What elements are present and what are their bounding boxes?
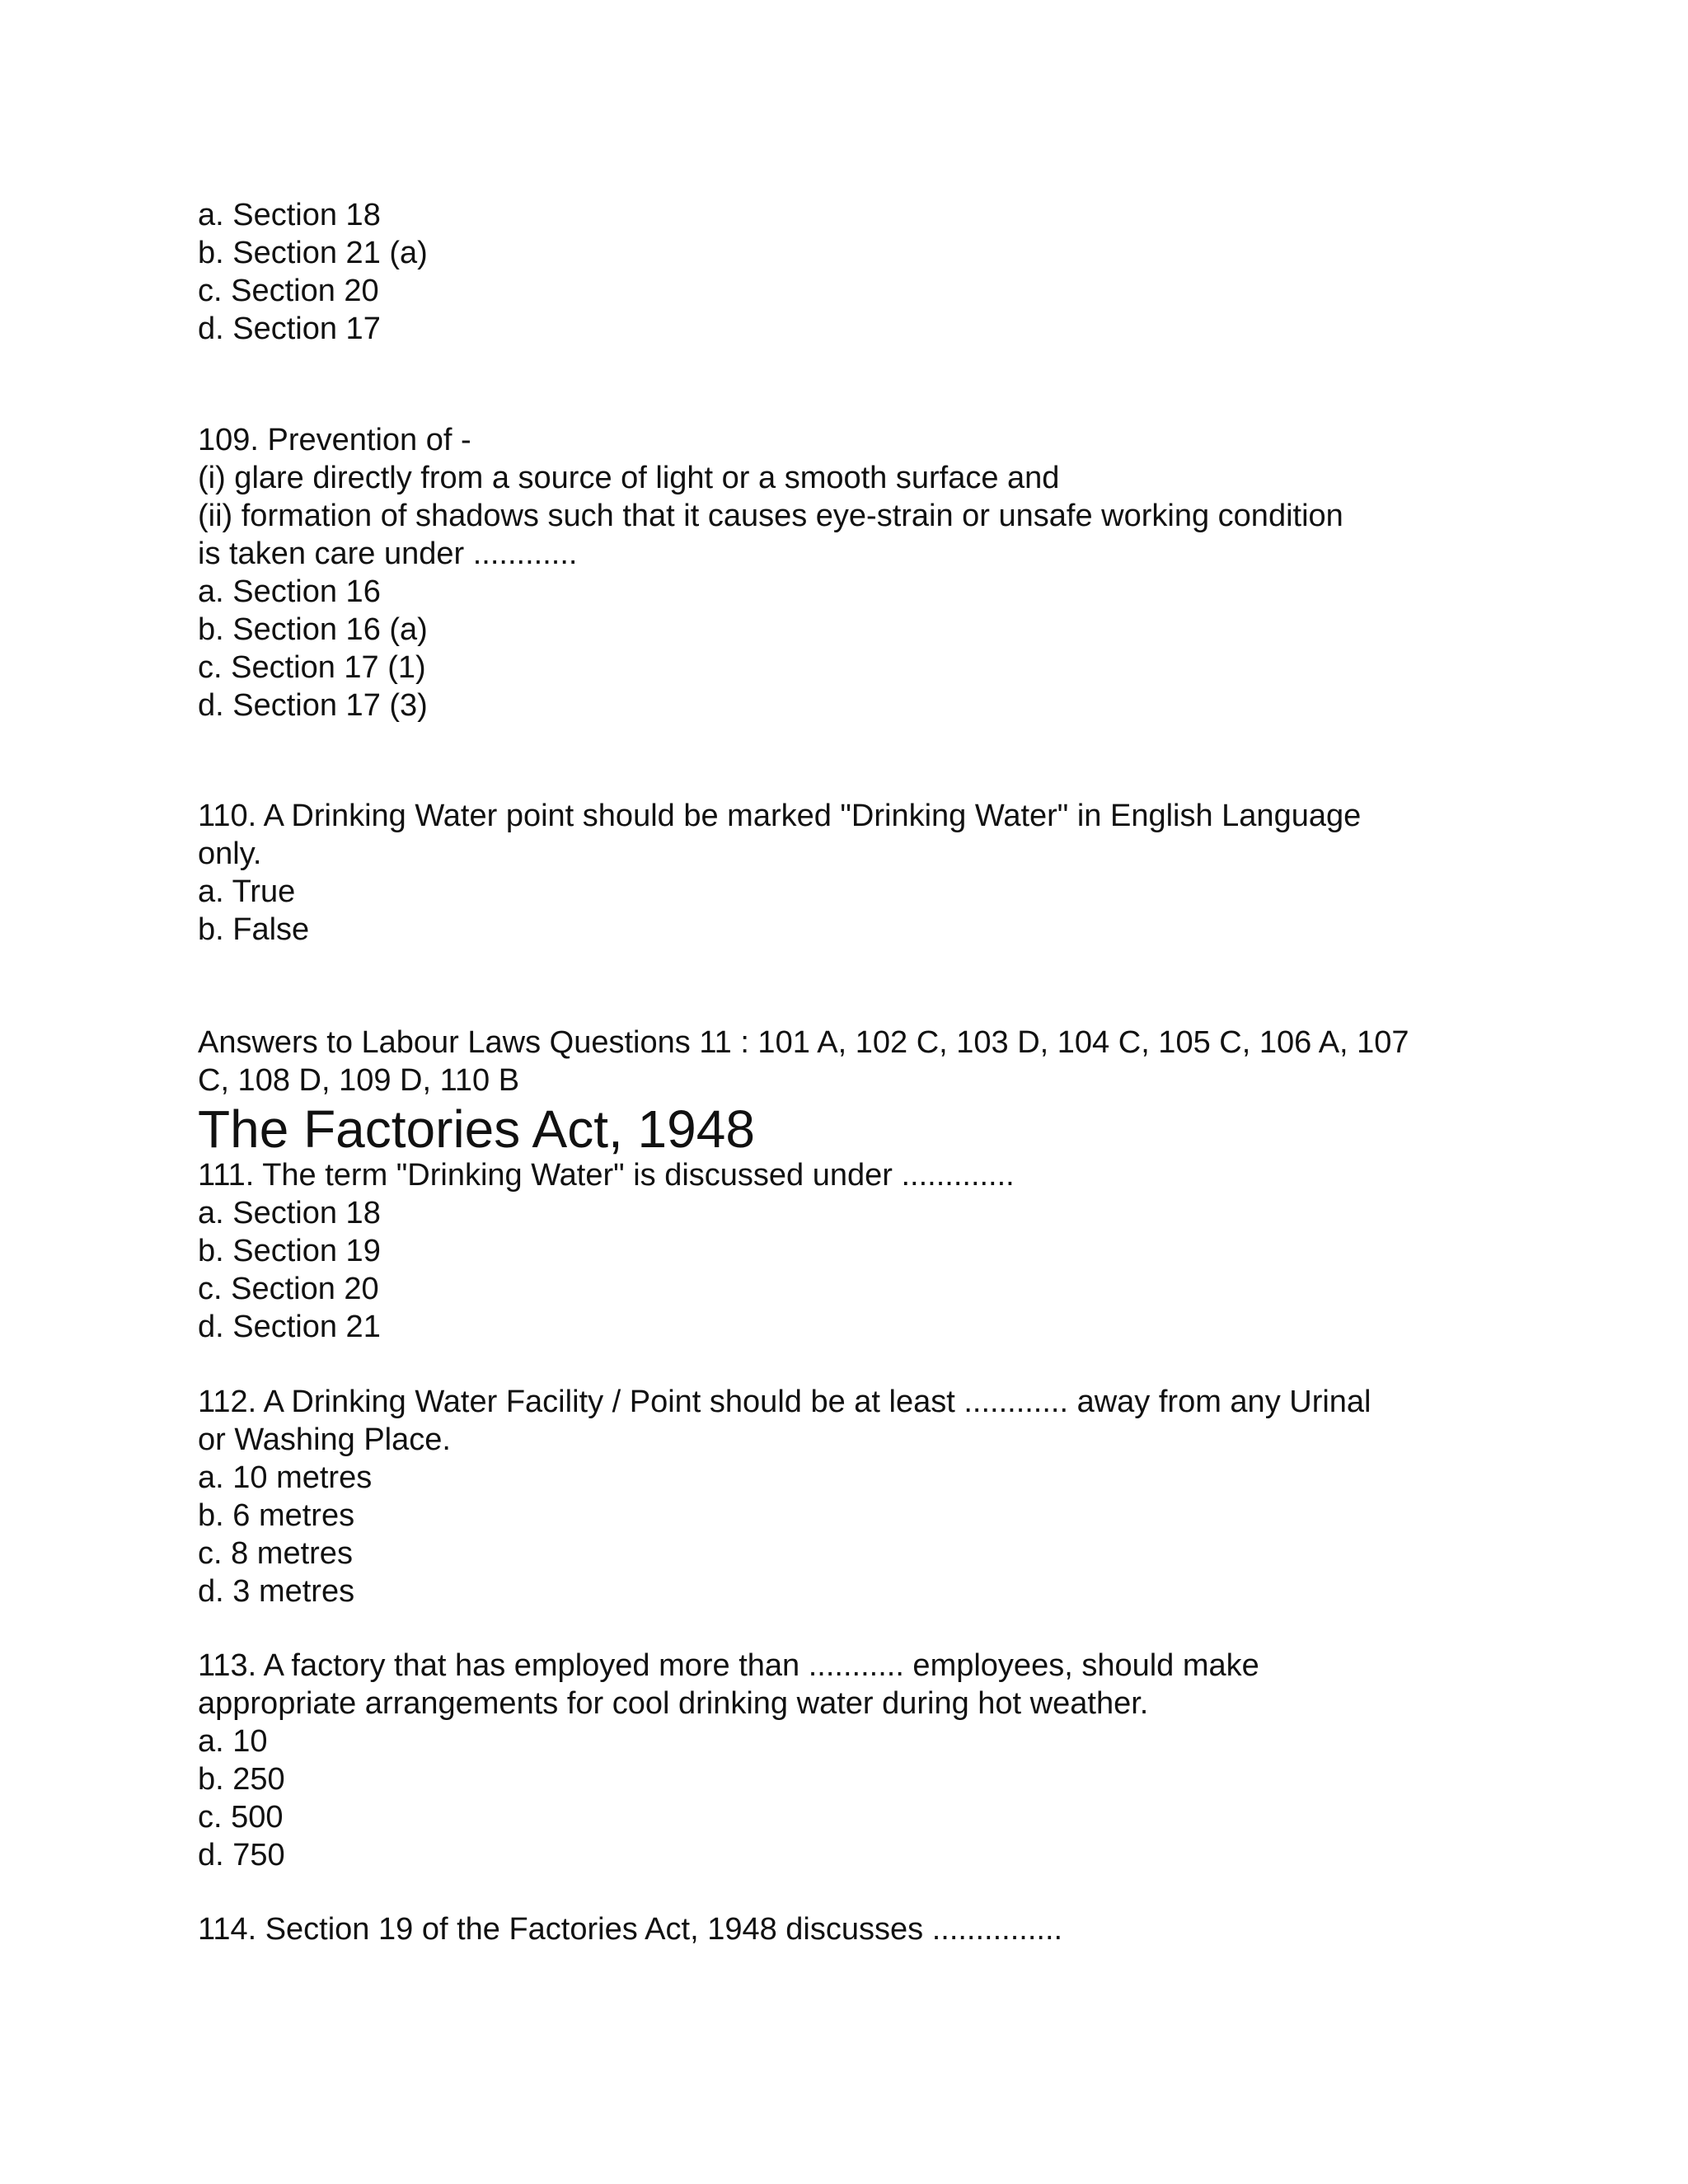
question-108-options [198,196,1517,348]
option-b: b. Section 16 (a) [198,612,428,647]
option-b: b. False [198,912,310,947]
question-text: (i) glare directly from a source of light or a smooth surface and [198,461,1060,495]
question-text: 112. A Drinking Water Facility / Point should be at least ............ away from any Urinal [198,1385,1372,1419]
option-d: d. Section 17 [198,312,381,346]
answers-line: Answers to Labour Laws Questions 11 : 101 A, 102 C, 103 D, 104 C, 105 C, 106 A, 107 [198,1025,1409,1060]
question-text: 109. Prevention of - [198,423,471,457]
question-text: only. [198,837,262,871]
option-a: a. 10 metres [198,1460,373,1495]
option-c: c. 8 metres [198,1536,353,1571]
option-b: b. Section 19 [198,1234,381,1268]
option-c: c. Section 17 (1) [198,650,426,685]
option-a: a. Section 16 [198,574,381,609]
option-d: d. 750 [198,1838,285,1872]
answers-key [198,1024,1517,1099]
question-112 [198,1383,1517,1610]
option-b: b. 250 [198,1762,285,1797]
question-text: (ii) formation of shadows such that it causes eye-strain or unsafe working condition [198,499,1343,533]
option-a: a. Section 18 [198,1196,381,1230]
answers-line: C, 108 D, 109 D, 110 B [198,1063,520,1098]
option-d: d. 3 metres [198,1574,355,1609]
option-a: a. 10 [198,1724,268,1759]
question-110 [198,797,1517,949]
option-a: a. Section 18 [198,198,381,232]
question-111 [198,1156,1517,1346]
option-d: d. Section 21 [198,1310,381,1344]
question-text: 113. A factory that has employed more than ........... employees, should make [198,1648,1259,1683]
option-b: b. Section 21 (a) [198,236,428,270]
question-text: is taken care under ............ [198,537,578,571]
question-109 [198,421,1517,724]
question-text: appropriate arrangements for cool drinking water during hot weather. [198,1686,1149,1721]
question-113 [198,1647,1517,1874]
option-b: b. 6 metres [198,1498,355,1533]
section-heading-block [198,1099,1517,1159]
question-text: 110. A Drinking Water point should be marked "Drinking Water" in English Language [198,799,1362,833]
question-text: 114. Section 19 of the Factories Act, 1948 discusses ............... [198,1912,1063,1947]
question-text: 111. The term "Drinking Water" is discussed under ............. [198,1158,1015,1193]
option-c: c. 500 [198,1800,284,1835]
option-d: d. Section 17 (3) [198,688,428,723]
option-c: c. Section 20 [198,1272,379,1306]
option-c: c. Section 20 [198,274,379,308]
option-a: a. True [198,874,296,909]
question-114 [198,1910,1517,1948]
question-text: or Washing Place. [198,1422,451,1457]
section-heading: The Factories Act, 1948 [198,1099,755,1159]
